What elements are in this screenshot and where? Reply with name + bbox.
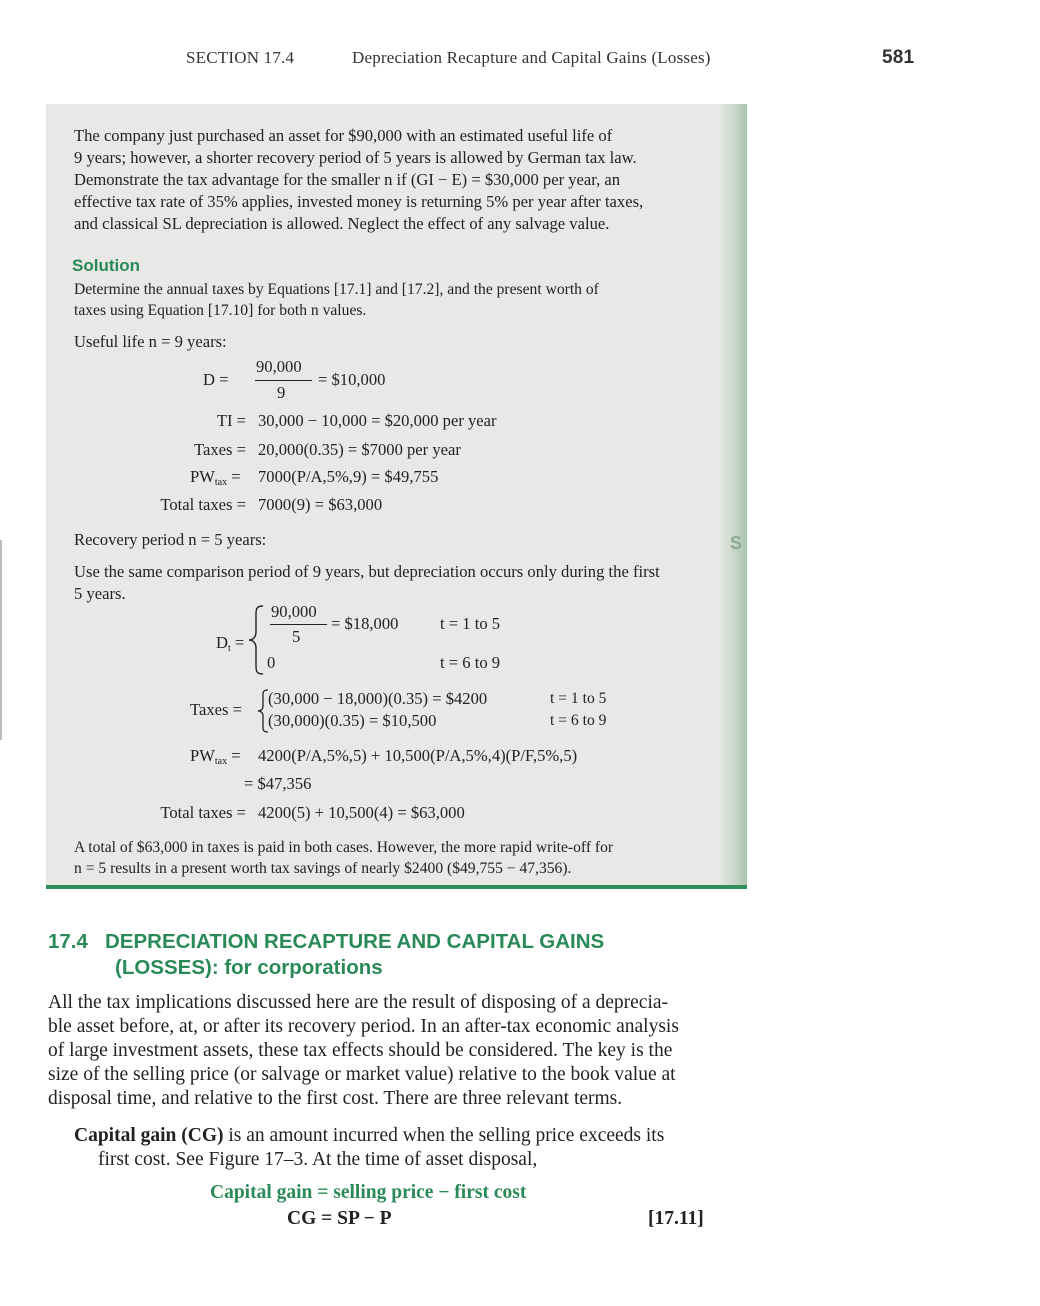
total2-rhs: 4200(5) + 10,500(4) = $63,000 <box>258 803 465 822</box>
taxes-rhs: 20,000(0.35) = $7000 per year <box>258 440 461 459</box>
d-denominator: 9 <box>277 383 286 402</box>
conclusion-line: n = 5 results in a present worth tax savings of nearly $2400 ($49,755 − 47,356). <box>74 860 572 877</box>
pw-subscript: tax <box>214 477 228 488</box>
dt-case1-range: t = 1 to 5 <box>440 614 501 633</box>
dt-symbol: D <box>216 633 228 652</box>
pw2-rhs-line2: = $47,356 <box>244 774 312 793</box>
intro-line: 9 years; however, a shorter recovery period of 5 years is allowed by German tax law. <box>74 148 637 167</box>
ti-rhs: 30,000 − 10,000 = $20,000 per year <box>258 411 497 430</box>
ti-lhs: TI = <box>216 411 246 430</box>
dt-case2-range: t = 6 to 9 <box>440 653 501 672</box>
paragraph-line: ble asset before, at, or after its recovery period. In an after-tax economic analysis <box>48 1016 679 1037</box>
dt-case1-value: = $18,000 <box>331 614 399 633</box>
comparison-line: 5 years. <box>74 584 126 603</box>
cg-line2: first cost. See Figure 17–3. At the time of asset disposal, <box>98 1149 538 1170</box>
dt-numerator: 90,000 <box>271 602 317 621</box>
page-number: 581 <box>882 47 915 68</box>
cg-term: Capital gain (CG) <box>74 1125 224 1146</box>
solution-heading: Solution <box>72 256 140 275</box>
pw-symbol: PW <box>190 467 215 486</box>
conclusion-line: A total of $63,000 in taxes is paid in both cases. However, the more rapid write-off for <box>74 839 614 856</box>
pw2-lhs <box>190 746 241 772</box>
running-header-section: SECTION 17.4 <box>186 48 295 67</box>
paragraph-line: of large investment assets, these tax effects should be considered. The key is the <box>48 1040 673 1061</box>
pw2-subscript: tax <box>214 756 228 767</box>
taxes-lhs: Taxes = <box>194 440 246 459</box>
paragraph-line: disposal time, and relative to the first cost. There are three relevant terms. <box>48 1088 623 1109</box>
section-paragraph <box>48 991 679 1111</box>
solution-line: Determine the annual taxes by Equations [17.1] and [17.2], and the present worth of <box>74 281 599 298</box>
conclusion-text <box>74 837 613 879</box>
pw-lhs <box>190 467 241 493</box>
pw-rhs: 7000(P/A,5%,9) = $49,755 <box>258 467 439 486</box>
d-result: = $10,000 <box>318 370 386 389</box>
d-numerator: 90,000 <box>256 357 302 376</box>
cg-line1 <box>74 1124 664 1148</box>
dt-fraction-bar <box>270 624 327 625</box>
dt-left-brace <box>247 604 267 676</box>
section-heading-line2: (LOSSES): for corporations <box>115 956 383 979</box>
taxes2-case2: (30,000)(0.35) = $10,500 <box>268 711 437 730</box>
d-fraction-bar <box>255 380 312 381</box>
example-intro <box>74 125 643 235</box>
intro-line: effective tax rate of 35% applies, invested money is returning 5% per year after taxes, <box>74 192 644 211</box>
edge-letter: S <box>730 533 743 553</box>
dt-lhs <box>216 633 244 659</box>
dt-equals: = <box>234 633 245 652</box>
section-heading <box>48 929 604 981</box>
recovery-label: Recovery period n = 5 years: <box>74 530 267 549</box>
capital-gain-definition <box>74 1124 664 1172</box>
example-box-bottom-rule <box>46 885 747 889</box>
d-lhs: D = <box>203 370 229 389</box>
binding-edge <box>0 540 2 740</box>
solution-line: taxes using Equation [17.10] for both n values. <box>74 302 367 319</box>
running-header-title: Depreciation Recapture and Capital Gains (Losses) <box>352 48 711 67</box>
dt-denominator: 5 <box>292 627 301 646</box>
pw2-rhs-line1: 4200(P/A,5%,5) + 10,500(P/A,5%,4)(P/F,5%,5) <box>258 746 578 765</box>
solution-text <box>74 279 599 321</box>
intro-line: and classical SL depreciation is allowed. Neglect the effect of any salvage value. <box>74 214 610 233</box>
dt-subscript: t <box>227 643 231 654</box>
section-heading-line1: 17.4 DEPRECIATION RECAPTURE AND CAPITAL GAINS <box>48 930 605 953</box>
dt-case2-value: 0 <box>267 653 276 672</box>
taxes2-case1-range: t = 1 to 5 <box>550 690 607 707</box>
taxes2-lhs: Taxes = <box>190 700 242 719</box>
paragraph-line: size of the selling price (or salvage or market value) relative to the book value at <box>48 1064 676 1085</box>
formula-symbols: CG = SP − P <box>287 1208 392 1229</box>
total2-lhs: Total taxes = <box>160 803 246 822</box>
pw2-equals: = <box>231 746 241 765</box>
intro-line: The company just purchased an asset for $90,000 with an estimated useful life of <box>74 126 613 145</box>
useful-life-label: Useful life n = 9 years: <box>74 332 227 351</box>
paragraph-line: All the tax implications discussed here are the result of disposing of a deprecia- <box>48 992 669 1013</box>
formula-words: Capital gain = selling price − first cost <box>210 1182 527 1203</box>
taxes2-case1: (30,000 − 18,000)(0.35) = $4200 <box>268 689 488 708</box>
total-lhs: Total taxes = <box>160 495 246 514</box>
formula-number: [17.11] <box>648 1208 704 1229</box>
total-rhs: 7000(9) = $63,000 <box>258 495 383 514</box>
cg-line1-rest: is an amount incurred when the selling price exceeds its <box>223 1125 665 1146</box>
comparison-text <box>74 561 660 605</box>
example-box-edge-tint <box>720 104 747 888</box>
comparison-line: Use the same comparison period of 9 years, but depreciation occurs only during the first <box>74 562 660 581</box>
taxes2-case2-range: t = 6 to 9 <box>550 712 607 729</box>
pw-equals: = <box>231 467 241 486</box>
pw2-symbol: PW <box>190 746 215 765</box>
intro-line: Demonstrate the tax advantage for the smaller n if (GI − E) = $30,000 per year, an <box>74 170 621 189</box>
